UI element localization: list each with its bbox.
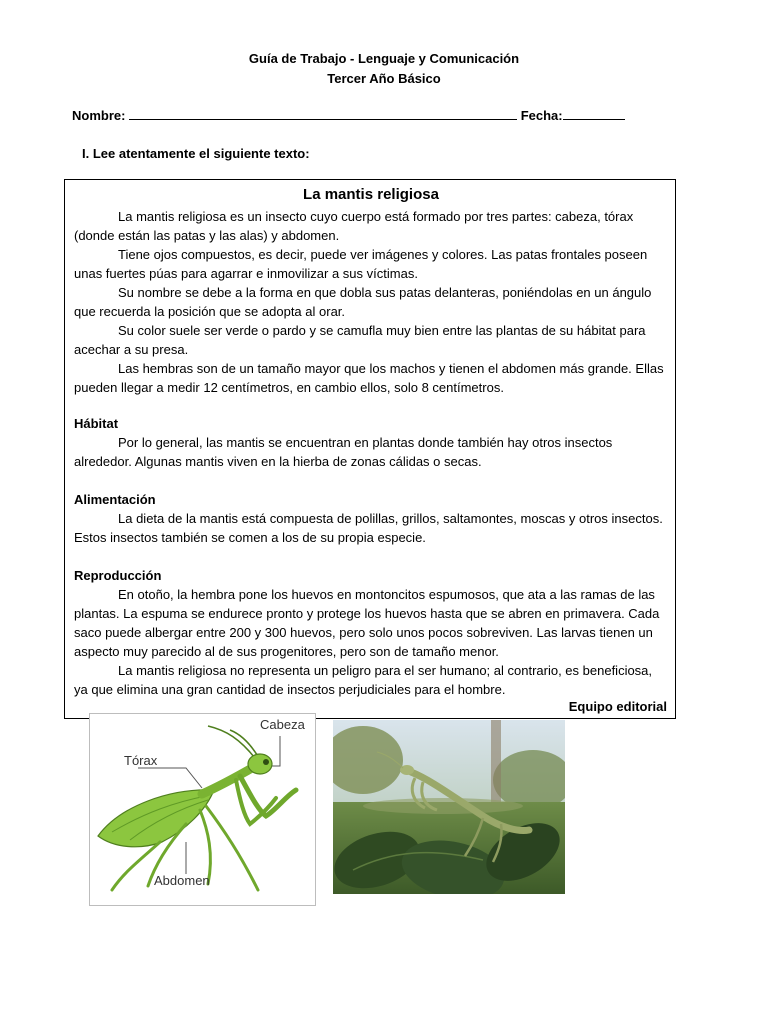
- section-reproduccion: [74, 566, 666, 699]
- label-abdomen: Abdomen: [154, 873, 210, 888]
- reading-intro: [74, 207, 666, 397]
- paragraph: Por lo general, las mantis se encuentran en plantas donde también hay otros insectos alrededor. Algunas mantis viven en la hierba de zonas cálidas o secas.: [74, 435, 613, 469]
- worksheet-title: Guía de Trabajo - Lenguaje y Comunicación: [248, 51, 520, 66]
- instruction: I. Lee atentamente el siguiente texto:: [82, 146, 310, 161]
- paragraph: Tiene ojos compuestos, es decir, puede ver imágenes y colores. Las patas frontales poseen unas fuertes púas para agarrar e inmovilizar a sus víctimas.: [74, 247, 648, 281]
- name-blank: [129, 108, 517, 120]
- paragraph: La mantis religiosa no representa un peligro para el ser humano; al contrario, es beneficiosa, ya que elimina una gran cantidad de insectos perjudiciales para el hombre.: [74, 663, 653, 697]
- mantis-photo-image: [333, 720, 565, 894]
- label-torax: Tórax: [124, 753, 158, 768]
- paragraph: Su color suele ser verde o pardo y se camufla muy bien entre las plantas de su hábitat para acechar a su presa.: [74, 323, 646, 357]
- paragraph: La dieta de la mantis está compuesta de polillas, grillos, saltamontes, moscas y otros insectos. Estos insectos también se comen a los de su propia especie.: [74, 511, 663, 545]
- mantis-diagram: [89, 713, 316, 906]
- head-shape: [248, 754, 272, 774]
- date-blank: [563, 108, 625, 120]
- section-habitat: [74, 414, 666, 471]
- mantis-photo: [333, 720, 565, 894]
- student-fields: [72, 108, 625, 123]
- date-label: Fecha:: [520, 108, 563, 123]
- paragraph: Las hembras son de un tamaño mayor que los machos y tienen el abdomen más grande. Ellas pueden llegar a medir 12 centímetros, en cambio ellos, solo 8 centímetros.: [74, 361, 664, 395]
- name-label: Nombre:: [72, 108, 126, 123]
- label-cabeza: Cabeza: [260, 717, 305, 732]
- section-heading: Reproducción: [74, 568, 162, 583]
- paragraph: Su nombre se debe a la forma en que dobla sus patas delanteras, poniéndolas en un ángulo que recuerda la posición que se adopta al orar.: [74, 285, 652, 319]
- paragraph: La mantis religiosa es un insecto cuyo cuerpo está formado por tres partes: cabeza, tórax (donde están las patas y las alas) y abdomen.: [74, 209, 634, 243]
- section-heading: Hábitat: [74, 416, 119, 431]
- worksheet-subtitle: Tercer Año Básico: [327, 71, 441, 86]
- author-signature: Equipo editorial: [568, 699, 667, 714]
- reading-title: La mantis religiosa: [303, 186, 439, 203]
- reading-box: [64, 179, 676, 719]
- section-heading: Alimentación: [74, 492, 156, 507]
- section-alimentacion: [74, 490, 666, 547]
- paragraph: En otoño, la hembra pone los huevos en montoncitos espumosos, que ata a las ramas de las plantas. La espuma se endurece pronto y protege los huevos hasta que se abren en primavera. Cada saco puede albergar entre 200 y 300 huevos, pero solo unos pocos sobreviven. Las larvas tienen un aspecto muy parecido al de sus progenitores, pero son de tamaño menor.: [74, 587, 660, 659]
